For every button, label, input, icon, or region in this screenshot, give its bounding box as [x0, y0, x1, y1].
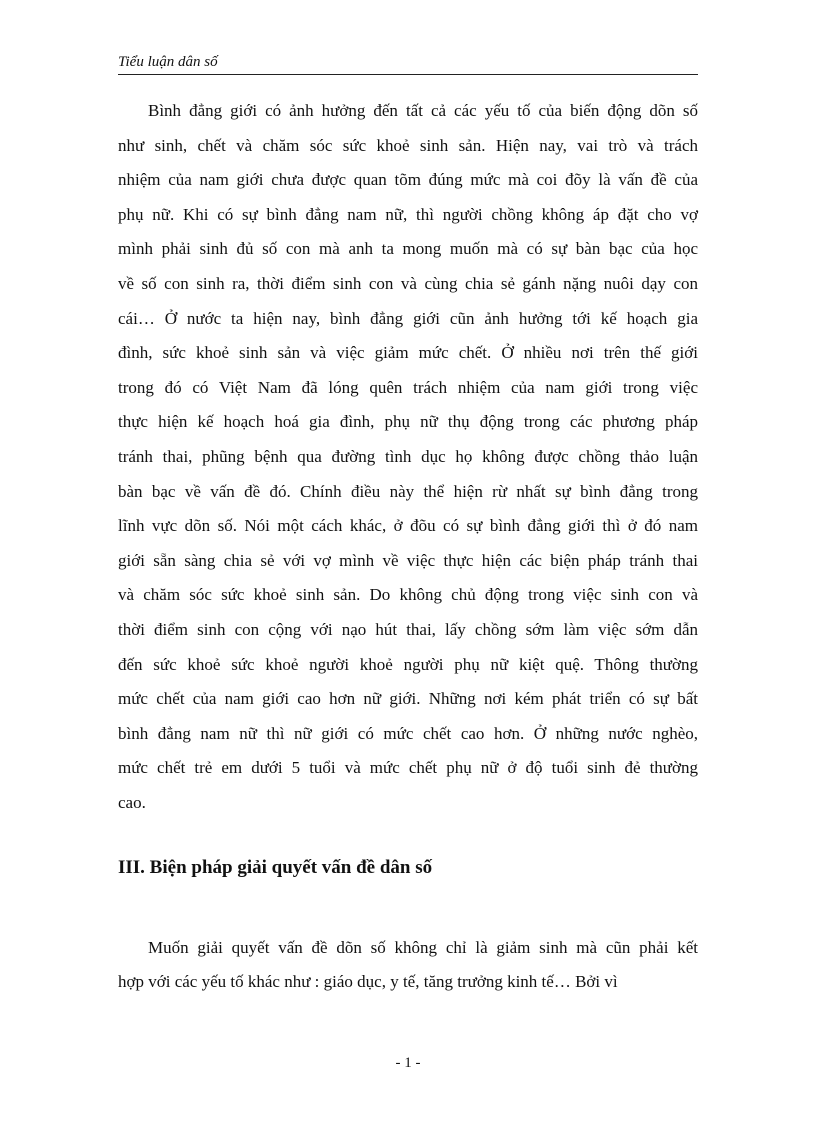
text-line: về số con sinh ra, thời điểm sinh con và cùng chia sẻ gánh nặng nuôi dạy con [118, 273, 698, 293]
text-line: nhiệm của nam giới chưa được quan tõm đúng mức mà coi đõy là vấn đề của [118, 170, 698, 190]
text-line: như sinh, chết và chăm sóc sức khoẻ sinh sản. Hiện nay, vai trò và trách [118, 135, 698, 155]
paragraph-solutions [118, 931, 698, 999]
text-line: đến sức khoẻ sức khoẻ người khoẻ người phụ nữ kiệt quệ. Thông thường [118, 654, 698, 674]
text-line: cái… Ở nước ta hiện nay, bình đẳng giới cũn ảnh hưởng tới kế hoạch gia [118, 308, 698, 328]
text-line: tránh thai, phũng bệnh qua đường tình dục họ không được chồng thảo luận [118, 446, 698, 466]
text-line: mức chết của nam giới cao hơn nữ giới. Những nơi kém phát triển có sự bất [118, 689, 698, 709]
text-line: trong đó có Việt Nam đã lóng quên trách nhiệm của nam giới trong việc [118, 377, 698, 397]
text-line: bình đẳng nam nữ thì nữ giới có mức chết cao hơn. Ở những nước nghèo, [118, 723, 698, 743]
text-line: lĩnh vực dõn số. Nói một cách khác, ở đõu có sự bình đẳng giới thì ở đó nam [118, 516, 698, 536]
text-line: cao. [118, 792, 146, 812]
text-line: và chăm sóc sức khoẻ sinh sản. Do không chủ động trong việc sinh con và [118, 585, 698, 605]
header-title: Tiểu luận dân số [118, 54, 218, 70]
text-line: đình, sức khoẻ sinh sản và việc giảm mức chết. Ở nhiều nơi trên thế giới [118, 343, 698, 363]
text-line: mức chết trẻ em dưới 5 tuổi và mức chết phụ nữ ở độ tuổi sinh đẻ thường [118, 758, 698, 778]
text-line: phụ nữ. Khi có sự bình đẳng nam nữ, thì người chồng không áp đặt cho vợ [118, 204, 698, 224]
text-line: Muốn giải quyết vấn đề dõn số không chỉ là giảm sinh mà cũn phải kết [148, 938, 698, 957]
text-line: mình phải sinh đủ số con mà anh ta mong muốn mà có sự bàn bạc của học [118, 239, 698, 259]
paragraph-gender-equality [118, 94, 698, 820]
text-line: Bình đẳng giới có ảnh hưởng đến tất cả các yếu tố của biến động dõn số [148, 101, 698, 120]
text-line: giới sẵn sàng chia sẻ với vợ mình về việc thực hiện các biện pháp tránh thai [118, 550, 698, 570]
page-header [118, 50, 698, 75]
text-line: thời điểm sinh con cộng với nạo hút thai, lấy chồng sớm làm việc sớm dẫn [118, 619, 698, 639]
text-line: hợp với các yếu tố khác như : giáo dục, y tế, tăng trưởng kinh tế… Bởi vì [118, 972, 618, 991]
text-line: bàn bạc về vấn đề đó. Chính điều này thể hiện rừ nhất sự bình đẳng trong [118, 481, 698, 501]
page-number: - 1 - [395, 1055, 421, 1071]
section-heading: III. Biện pháp giải quyết vấn đề dân số [118, 857, 433, 878]
text-line: thực hiện kế hoạch hoá gia đình, phụ nữ thụ động trong các phương pháp [118, 412, 698, 432]
